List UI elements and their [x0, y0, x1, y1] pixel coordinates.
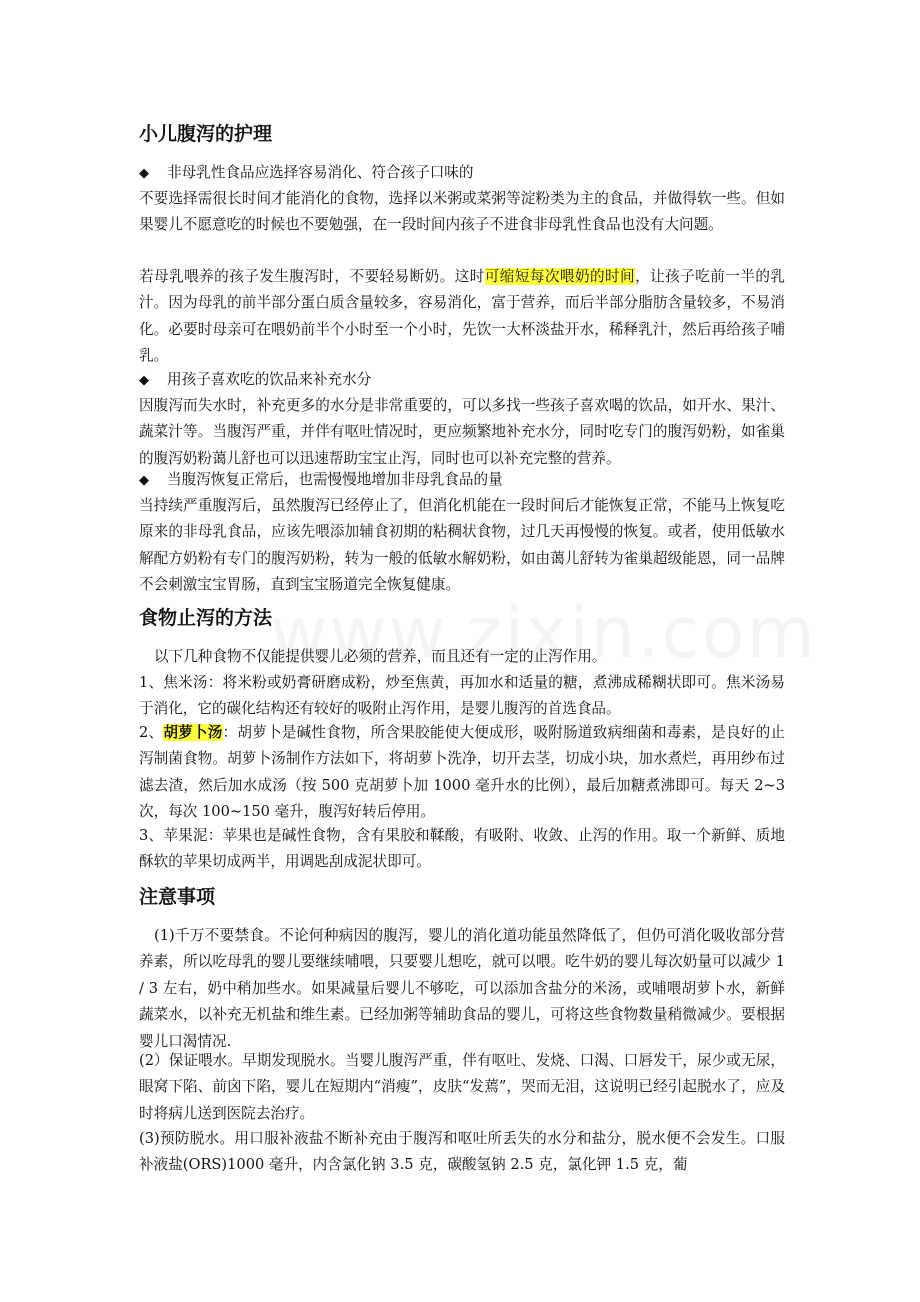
list-item: 3、苹果泥：苹果也是碱性食物，含有果胶和鞣酸，有吸附、收敛、止泻的作用。取一个新鲜、质地酥软的苹果切成两半，用调匙刮成泥状即可。 [139, 827, 785, 871]
diamond-bullet-icon: ◆ [139, 473, 149, 488]
paragraph [139, 264, 785, 370]
section-title-care: 小儿腹泻的护理 [139, 123, 273, 145]
paragraph: 因腹泻而失水时，补充更多的水分是非常重要的，可以多找一些孩子喜欢喝的饮品，如开水、果汁、蔬菜汁等。当腹泻严重，并伴有呕吐情况时，更应频繁地补充水分，同时吃专门的腹泻奶粉，如雀巢的腹泻奶粉蔼儿舒也可以迅速帮助宝宝止泻，同时也可以补充完整的营养。 [139, 397, 785, 467]
section-title-notes: 注意事项 [139, 886, 216, 908]
paragraph: 不要选择需很长时间才能消化的食物，选择以米粥或菜粥等淀粉类为主的食品，并做得软一些。但如果婴儿不愿意吃的时候也不要勉强，在一段时间内孩子不进食非母乳性食品也没有大问题。 [139, 190, 785, 234]
bullet-text: 用孩子喜欢吃的饮品来补充水分 [167, 371, 372, 388]
paragraph: (1)千万不要禁食。不论何种病因的腹泻，婴儿的消化道功能虽然降低了，但仍可消化吸收部分营养素，所以吃母乳的婴儿要继续哺喂，只要婴儿想吃，就可以喂。吃牛奶的婴儿每次奶量可以减少 1 / 3 左右，奶中稍加些水。如果减量后婴儿不够吃，可以添加含盐分的米汤，或哺喂胡萝卜水，新鲜蔬菜水，以补充无机盐和维生素。已经加粥等辅助食品的婴儿，可将这些食物数量稍微减少。要根据婴儿口渴情况. [139, 927, 785, 1050]
bullet-text: 当腹泻恢复正常后，也需慢慢地增加非母乳食品的量 [167, 471, 503, 488]
highlighted-text: 胡萝卜汤 [163, 724, 223, 741]
paragraph: 当持续严重腹泻后，虽然腹泻已经停止了，但消化机能在一段时间后才能恢复正常，不能马上恢复吃原来的非母乳食品，应该先喂添加辅食初期的粘稠状食物，过几天再慢慢的恢复。或者，使用低敏水解配方奶粉有专门的腹泻奶粉，转为一般的低敏水解奶粉，如由蔼儿舒转为雀巢超级能恩，同一品牌不会刺激宝宝胃肠，直到宝宝肠道完全恢复健康。 [139, 497, 785, 594]
diamond-bullet-icon: ◆ [139, 166, 149, 181]
paragraph-text: 若母乳喂养的孩子发生腹泻时，不要轻易断奶。这时 [139, 268, 485, 285]
paragraph: (3)预防脱水。用口服补液盐不断补充由于腹泻和呕吐所丢失的水分和盐分，脱水便不会发生。口服补液盐(ORS)1000 毫升，内含氯化钠 3.5 克，碳酸氢钠 2.5 克，氯化钾 1.5 克，葡 [139, 1130, 785, 1174]
paragraph: 以下几种食物不仅能提供婴儿必须的营养，而且还有一定的止泻作用。 [154, 648, 607, 665]
paragraph: (2）保证喂水。早期发现脱水。当婴儿腹泻严重，伴有呕吐、发烧、口渴、口唇发干，尿少或无尿，眼窝下陷、前囟下陷，婴儿在短期内“消瘦”，皮肤“发蔫”，哭而无泪，这说明已经引起脱水了，应及时将病儿送到医院去治疗。 [139, 1052, 785, 1122]
bullet-item [139, 467, 503, 494]
list-item: 1、焦米汤：将米粉或奶膏研磨成粉，炒至焦黄，再加水和适量的糖，煮沸成稀糊状即可。焦米汤易于消化，它的碳化结构还有较好的吸附止泻作用，是婴儿腹泻的首选食品。 [139, 674, 785, 718]
list-text: ：胡萝卜是碱性食物，所含果胶能使大便成形，吸附肠道致病细菌和毒素，是良好的止泻制菌食物。胡萝卜汤制作方法如下，将胡萝卜洗净，切开去茎，切成小块，加水煮烂，再用纱布过滤去渣，然后加水成汤（按 500 克胡萝卜加 1000 毫升水的比例），最后加糖煮沸即可。每天 2~3 次，每次 100~150 毫升，腹泻好转后停用。 [139, 724, 785, 821]
diamond-bullet-icon: ◆ [139, 373, 149, 388]
bullet-item [139, 160, 473, 187]
paragraph-text: ，让孩子吃前一半的乳汁。因为母乳的前半部分蛋白质含量较多，容易消化，富于营养，而后半部分脂肪含量较多，不易消化。必要时母亲可在喂奶前半个小时至一个小时，先饮一大杯淡盐开水，稀释乳汁，然后再给孩子哺乳。 [139, 268, 785, 365]
highlighted-text: 可缩短每次喂奶的时间 [484, 268, 636, 285]
bullet-item [139, 367, 371, 394]
bullet-text: 非母乳性食品应选择容易消化、符合孩子口味的 [167, 164, 474, 181]
section-title-food: 食物止泻的方法 [139, 607, 273, 629]
list-number: 2、 [139, 724, 164, 741]
list-item [139, 720, 785, 826]
